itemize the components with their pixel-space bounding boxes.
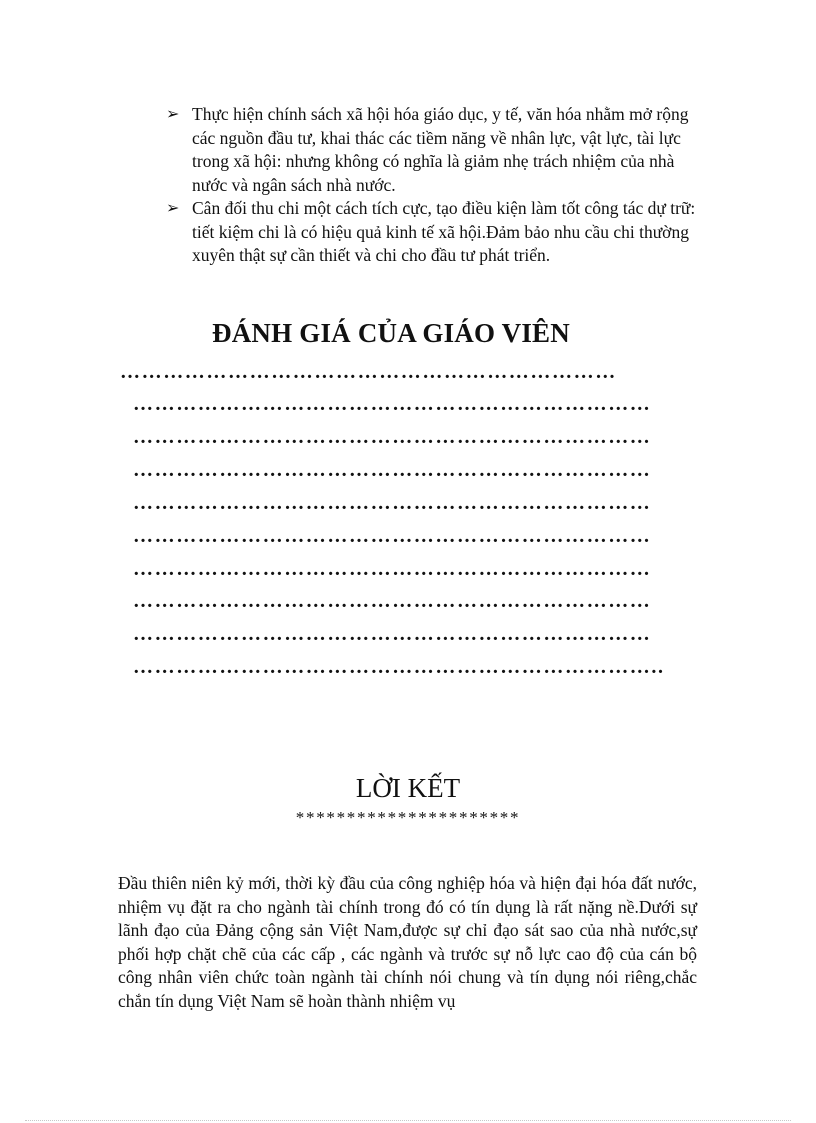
evaluation-title: ĐÁNH GIÁ CỦA GIÁO VIÊN [212, 318, 570, 348]
evaluation-dotted-line: ……………………………………………………………… [133, 624, 652, 644]
arrow-bullet-icon: ➢ [166, 200, 180, 217]
evaluation-dotted-line: ……………………………………………………………….. [133, 657, 665, 677]
bullet-text: Thực hiện chính sách xã hội hóa giáo dục, y tế, văn hóa nhằm mở rộng các nguồn đầu tư, khai thác các tiềm năng về nhân lực, vật lực, tài lực trong xã hội: nhưng không có nghĩa là giảm nhẹ trách nhiệm của nhà nước và ngân sách nhà nước. [192, 104, 689, 195]
bullet-item [165, 197, 700, 268]
closing-paragraph: Đầu thiên niên kỷ mới, thời kỳ đầu của công nghiệp hóa và hiện đại hóa đất nước, nhiệm vụ đặt ra cho ngành tài chính trong đó có tín dụng là rất nặng nề.Dưới sự lãnh đạo của Đảng cộng sản Việt Nam,được sự chỉ đạo sát sao của nhà nước,sự phối hợp chặt chẽ của các cấp , các ngành và trước sự nỗ lực cao độ của cán bộ công nhân viên chức toàn ngành tài chính nói chung và tín dụng nói riêng,chắc chắn tín dụng Việt Nam sẽ hoàn thành nhiệm vụ [118, 873, 697, 1011]
bullet-list [165, 103, 700, 268]
evaluation-dotted-line: ……………………………………………………………… [133, 559, 652, 579]
bullet-item [165, 103, 700, 197]
closing-title: LỜI KẾT [355, 773, 461, 803]
evaluation-dotted-line: ……………………………………………………………… [133, 591, 652, 611]
bullet-text: Cân đối thu chi một cách tích cực, tạo điều kiện làm tốt công tác dự trữ: tiết kiệm chi là có hiệu quả kinh tế xã hội.Đảm bảo nhu cầu chi thường xuyên thật sự cần thiết và chi cho đầu tư phát triển. [192, 198, 696, 265]
evaluation-dotted-line: ……………………………………………………………… [133, 460, 652, 480]
arrow-bullet-icon: ➢ [166, 106, 180, 123]
evaluation-dotted-line: ……………………………………………………………… [133, 493, 652, 513]
evaluation-dotted-line: …………………………………………………………… [120, 362, 617, 382]
page-bottom-border [25, 1120, 791, 1121]
evaluation-dotted-line: ……………………………………………………………… [133, 394, 652, 414]
star-divider: ********************** [295, 808, 521, 827]
evaluation-dotted-line: ……………………………………………………………… [133, 427, 652, 447]
evaluation-dotted-line: ……………………………………………………………… [133, 526, 652, 546]
